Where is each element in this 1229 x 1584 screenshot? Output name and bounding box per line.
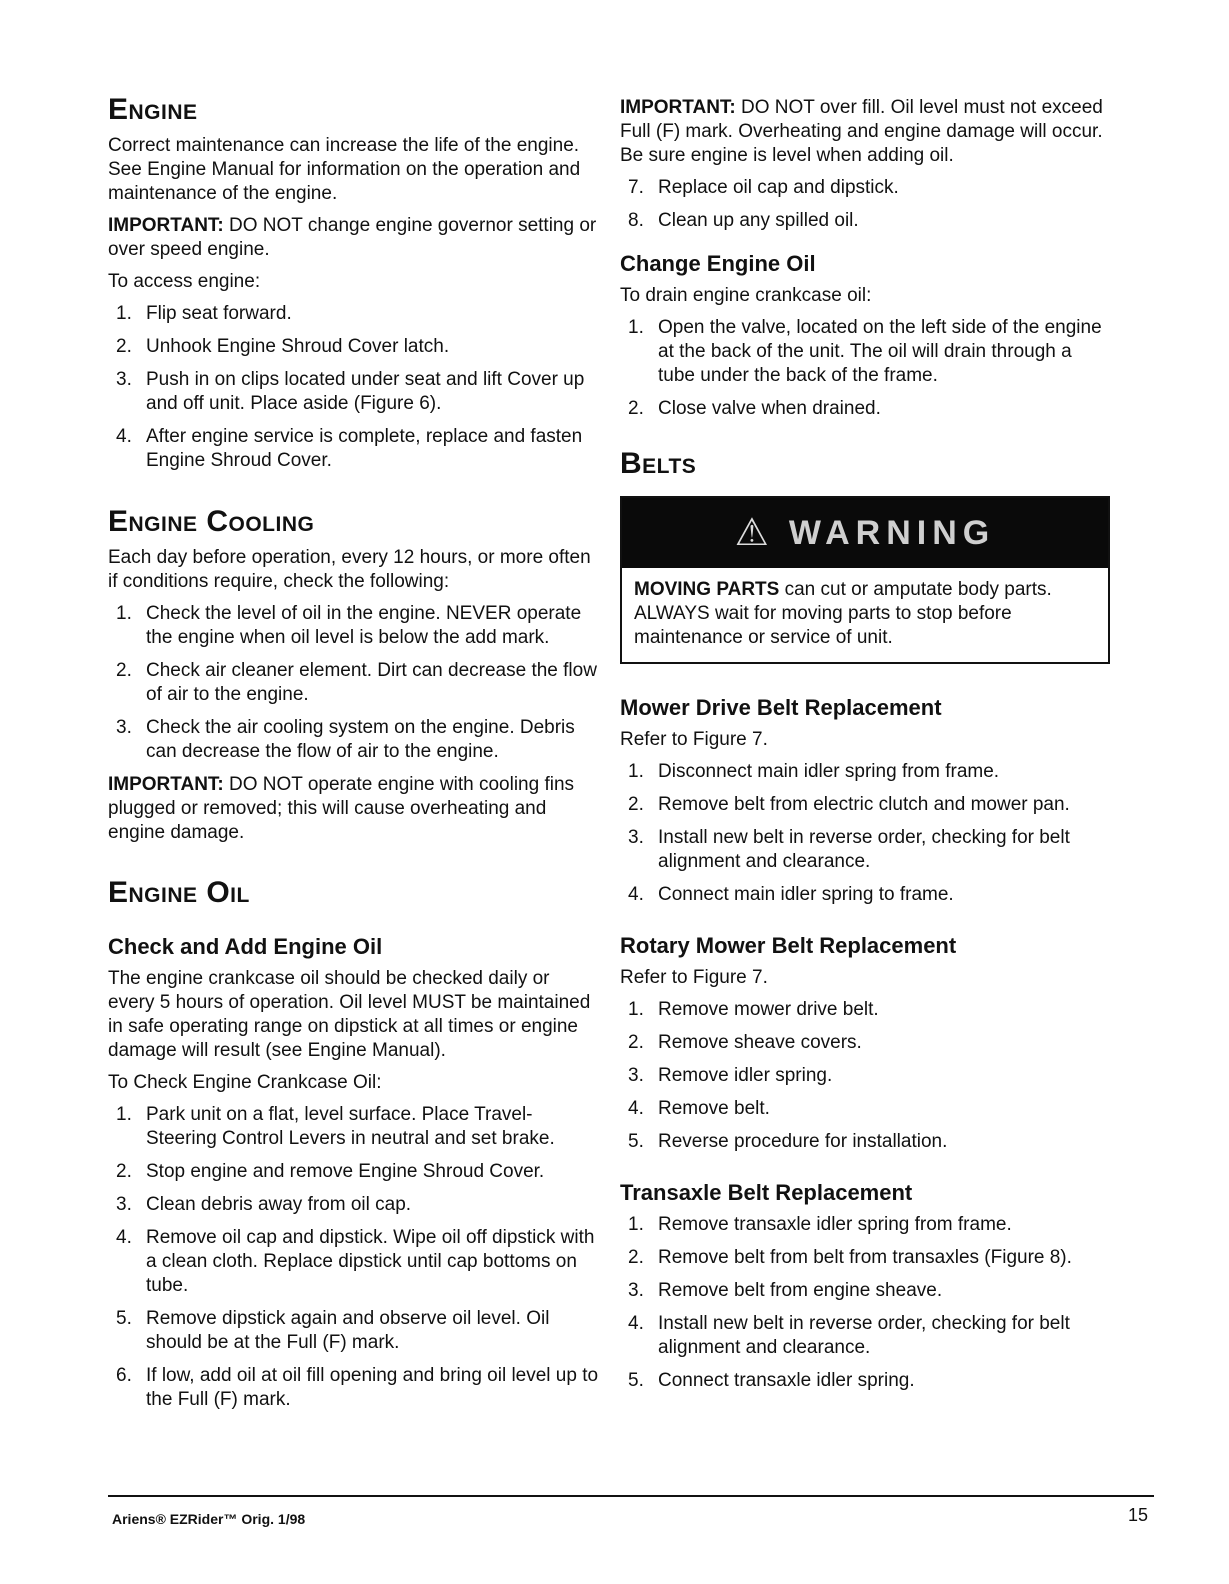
list-item: 3. Install new belt in reverse order, checking for belt alignment and clearance. [628,827,1070,872]
right-column [620,96,1110,1402]
list-item: 2. Unhook Engine Shroud Cover latch. [116,336,450,357]
list-item: 1. Disconnect main idler spring from frame. [628,761,1000,782]
list-item: 1. Open the valve, located on the left side of the engine at the back of the unit. The oil will drain through a tube under the back of the frame. [628,317,1102,386]
list-item: 4. Remove belt. [628,1098,770,1119]
list-item: 4. Connect main idler spring to frame. [628,884,954,905]
important-text: DO NOT change engine governor setting or over speed engine. [108,215,597,260]
list-item: 1. Remove mower drive belt. [628,999,879,1020]
list-item: 2. Close valve when drained. [628,398,881,419]
list-item: 2. Remove sheave covers. [628,1032,862,1053]
list-item: 5. Reverse procedure for installation. [628,1131,948,1152]
mower-drive-ref: Refer to Figure 7. [620,729,768,750]
list-item: 3. Check the air cooling system on the engine. Debris can decrease the flow of air to the engine. [116,717,575,762]
engine-intro: Correct maintenance can increase the life of the engine. See Engine Manual for information on the operation and maintenance of the engine. [108,135,581,204]
rotary-steps [620,998,1110,1154]
list-item: 5. Connect transaxle idler spring. [628,1370,915,1391]
list-item: 1. Remove transaxle idler spring from frame. [628,1214,1012,1235]
list-item: 1. Flip seat forward. [116,303,292,324]
footer-rule [108,1495,1154,1497]
oil-steps [108,1103,600,1412]
left-column [108,92,600,1421]
section-title-belts: Belts [620,447,697,480]
warning-banner [622,498,1108,568]
list-item: 4. Install new belt in reverse order, checking for belt alignment and clearance. [628,1313,1070,1358]
list-item: 4. After engine service is complete, replace and fasten Engine Shroud Cover. [116,426,583,471]
oil-important: IMPORTANT: DO NOT over fill. Oil level must not exceed Full (F) mark. Overheating and engine damage will occur. Be sure engine is level when adding oil. [620,97,1103,166]
list-item: 2. Remove belt from electric clutch and mower pan. [628,794,1070,815]
cooling-important: IMPORTANT: DO NOT operate engine with cooling fins plugged or removed; this will cause overheating and engine damage. [108,774,575,843]
list-item: 8. Clean up any spilled oil. [628,210,859,231]
list-item: 4. Remove oil cap and dipstick. Wipe oil off dipstick with a clean cloth. Replace dipstick until cap bottoms on tube. [116,1227,595,1296]
section-title-engine-cooling: Engine Cooling [108,505,315,538]
rotary-ref: Refer to Figure 7. [620,967,768,988]
list-item: 3. Remove idler spring. [628,1065,833,1086]
cooling-intro: Each day before operation, every 12 hours, or more often if conditions require, check the following: [108,547,591,592]
page-number: 15 [1128,1505,1149,1525]
footer-product: Ariens® EZRider™ Orig. 1/98 [112,1511,306,1527]
list-item: 7. Replace oil cap and dipstick. [628,177,899,198]
important-label: IMPORTANT: [108,215,224,236]
list-item: 6. If low, add oil at oil fill opening and bring oil level up to the Full (F) mark. [116,1365,599,1410]
subsection-title-rotary: Rotary Mower Belt Replacement [620,933,957,958]
engine-important [108,214,600,262]
warning-triangle-icon: ⚠ [734,512,775,554]
section-title-engine-oil: Engine Oil [108,876,250,909]
mower-drive-steps [620,760,1110,907]
list-item: 2. Remove belt from belt from transaxles (Figure 8). [628,1247,1072,1268]
list-item: 5. Remove dipstick again and observe oil level. Oil should be at the Full (F) mark. [116,1308,550,1353]
list-item: 2. Stop engine and remove Engine Shroud Cover. [116,1161,545,1182]
change-oil-intro: To drain engine crankcase oil: [620,285,872,306]
section-title-engine: Engine [108,93,198,126]
change-oil-steps [620,316,1110,421]
warning-text: MOVING PARTS can cut or amputate body parts. ALWAYS wait for moving parts to stop before maintenance or service of unit. [634,579,1052,648]
list-item: 3. Push in on clips located under seat and lift Cover up and off unit. Place aside (Figure 6). [116,369,585,414]
cooling-steps [108,602,600,764]
list-item: 2. Check air cleaner element. Dirt can decrease the flow of air to the engine. [116,660,597,705]
engine-access: To access engine: [108,271,261,292]
warning-box [620,496,1110,664]
subsection-title-mower-drive: Mower Drive Belt Replacement [620,695,942,720]
list-item: 1. Park unit on a flat, level surface. Place Travel-Steering Control Levers in neutral and set brake. [116,1104,555,1149]
engine-steps [108,302,600,473]
oil-steps-continued [620,176,1110,233]
warning-word: WARNING [788,514,996,552]
oil-intro: The engine crankcase oil should be checked daily or every 5 hours of operation. Oil level MUST be maintained in safe operating range on dipstick at all times or engine damage will result (see Engine Manual). [108,968,591,1061]
list-item: 1. Check the level of oil in the engine. NEVER operate the engine when oil level is below the add mark. [116,603,582,648]
subsection-title-change-oil: Change Engine Oil [620,251,816,276]
list-item: 3. Clean debris away from oil cap. [116,1194,412,1215]
subsection-title-check-oil: Check and Add Engine Oil [108,934,383,959]
transaxle-steps [620,1213,1110,1393]
oil-check-label: To Check Engine Crankcase Oil: [108,1072,382,1093]
subsection-title-transaxle: Transaxle Belt Replacement [620,1180,913,1205]
list-item: 3. Remove belt from engine sheave. [628,1280,943,1301]
